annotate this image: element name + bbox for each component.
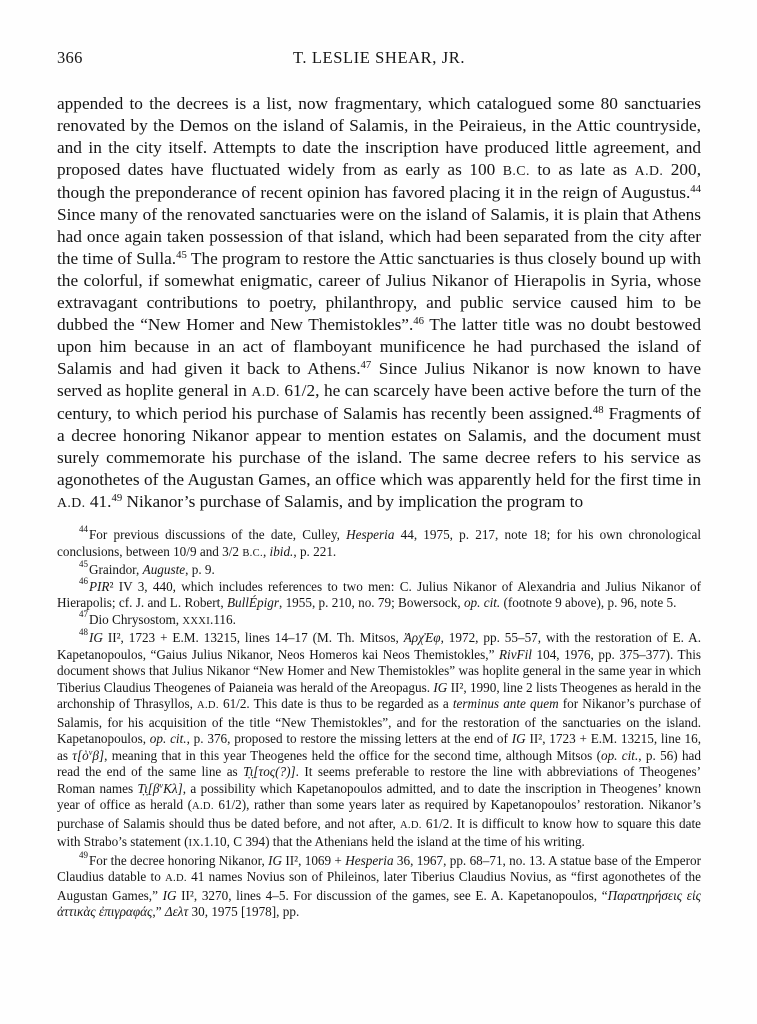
- footnote-text: Dio Chrysostom, XXXI.116.: [88, 611, 236, 627]
- footnote-text: PIR² IV 3, 440, which includes references to two men: C. Julius Nikanor of Alexandria and Julius Nikanor of Hierapolis; cf. J. and L. Robert, BullÉpigr, 1955, p. 210, no. 79; Bowersock, op. cit. (footnote 9 above), p. 96, note 5.: [57, 578, 701, 610]
- footnote-text: For previous discussions of the date, Culley, Hesperia 44, 1975, p. 217, note 18; for his own chronological conclusions, between 10/9 and 3/2 B.C., ibid., p. 221.: [57, 527, 701, 559]
- footnote-number: 49: [79, 849, 88, 860]
- footnote-text: For the decree honoring Nikanor, IG II², 1069 + Hesperia 36, 1967, pp. 68–71, no. 13. A statue base of the Emperor Claudius datable to A.D. 41 names Novius son of Phileinos, later Tiberius Claudius Novius, as “first agonothetes of the Augustan Games,” IG II², 3270, lines 4–5. For discussion of the games, see E. A. Kapetanopoulos, “Παρατηρήσεις εἰς ἀττικὰς ἐπιγραφάς,” Δελτ 30, 1975 [1978], pp.: [57, 852, 701, 919]
- footnote-text: Graindor, Auguste, p. 9.: [88, 562, 215, 577]
- running-head: T. LESLIE SHEAR, JR.: [292, 48, 466, 67]
- footnote-45: [57, 559, 701, 579]
- footnote-number: 45: [79, 559, 88, 570]
- footnote-44: [57, 524, 701, 562]
- footnote-text: IG II², 1723 + E.M. 13215, lines 14–17 (M. Th. Mitsos, ἈρχἘφ, 1972, pp. 55–57, with the restoration of E. A. Kapetanopoulos, “Gaius Julius Nikanor, Neos Homeros kai Neos Themistokles,” RivFil 104, 1976, pp. 375–377). This document shows that Julius Nikanor “New Homer and New Themistokles” was hoplite general in the same year in which Tiberius Claudius Theogenes of Paianeia was herald of the Areopagus. IG II², 1990, line 2 lists Theogenes as herald in the archonship of Thrasyllos, A.D. 61/2. This date is thus to be regarded as a terminus ante quem for Nikanor’s purchase of Salamis, for his acquisition of the title “New Themistokles”, and for the restoration of the sanctuaries on the island. Kapetanopoulos, op. cit., p. 376, proposed to restore the missing letters at the end of IG II², 1723 + E.M. 13215, line 16, as τ[ὸ$^v$β], meaning that in this year Theogenes held the office for the second time, although Mitsos (op. cit., p. 56) had read the end of the same line as Τ̣ι̣[τος(?)]. It seems preferable to restore the line with abbreviations of Theogenes’ Roman names $Ṭ\iotạ[\beta^vK\lambda]$, a possibility which Kapetanopoulos admitted, and to date the inscription in Theogenes’ known year of office as herald (A.D. 61/2), rather than some years later as required by Kapetanopoulos’ restoration. Nikanor’s purchase of Salamis should thus be dated before, and not after, A.D. 61/2. It is difficult to know how to square this date with Strabo’s statement (IX.1.10, C 394) that the Athenians held the island at the time of his writing.: [57, 630, 701, 849]
- footnote-number: 48: [79, 627, 88, 638]
- page-header: [57, 48, 701, 67]
- footnote-number: 46: [79, 575, 88, 586]
- body-paragraph: appended to the decrees is a list, now fragmentary, which catalogued some 80 sanctuaries renovated by the Demos on the island of Salamis, in the Peiraieus, in the Attic countryside, and in the city itself. Attempts to date the inscription have produced little agreement, and proposed dates have fluctuated widely from as early as 100 B.C. to as late as A.D. 200, though the preponderance of recent opinion has favored placing it in the reign of Augustus.$^{44}$ Since many of the renovated sanctuaries were on the island of Salamis, it is plain that Athens had once again taken possession of that island, which had been separated from the city after the time of Sulla.$^{45}$ The program to restore the Attic sanctuaries is thus closely bound up with the colorful, if somewhat enigmatic, career of Julius Nikanor of Hierapolis in Syria, whose extravagant contributions to poetry, philanthropy, and public service caused him to be dubbed the “New Homer and New Themistokles”.$^{46}$ The latter title was no doubt bestowed upon him because in an act of flamboyant munificence he had purchased the island of Salamis and had given it back to Athens.$^{47}$ Since Julius Nikanor is now known to have served as hoplite general in A.D. 61/2, he can scarcely have been active before the turn of the century, to which period his purchase of Salamis has recently been assigned.$^{48}$ Fragments of a decree honoring Nikanor appear to mention estates on Salamis, and the document must surely commemorate his purchase of the island. The same decree refers to his service as agonothetes of the Augustan Games, an office which was apparently held for the first time in A.D. 41.49 Nikanor’s purchase of Salamis, and by implication the program to: [57, 94, 702, 511]
- footnote-49: [57, 849, 701, 921]
- footnotes-section: [57, 524, 701, 921]
- footnote-46: [57, 575, 701, 612]
- footnote-number: 44: [79, 524, 88, 535]
- page-number: 366: [57, 48, 83, 67]
- footnote-47: [57, 608, 701, 631]
- article-body: [57, 93, 701, 514]
- footnote-48: [57, 627, 701, 853]
- footnote-number: 47: [79, 608, 88, 619]
